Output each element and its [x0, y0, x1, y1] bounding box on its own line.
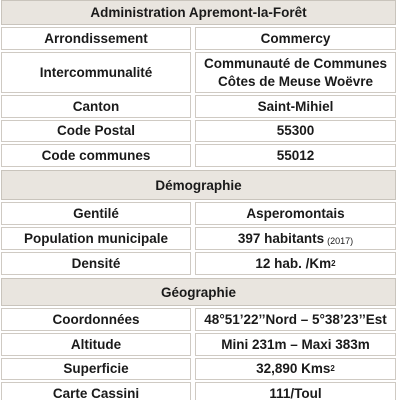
- value-code-postal: 55300: [195, 120, 396, 142]
- row-carte-cassini: [1, 382, 396, 400]
- row-intercommunalite: [1, 52, 396, 93]
- row-population: [1, 227, 396, 250]
- label-carte-cassini: Carte Cassini: [1, 382, 191, 400]
- demographie-header: [1, 170, 396, 200]
- administration-header: [1, 0, 396, 25]
- population-count: 397 habitants: [237, 230, 325, 246]
- label-code-postal: Code Postal: [1, 120, 191, 142]
- superficie-value: 32,890 Kms: [256, 361, 331, 376]
- value-arrondissement: Commercy: [195, 27, 396, 50]
- value-altitude: Mini 231m – Maxi 383m: [195, 333, 396, 356]
- value-densite: 12 hab. /Km 2: [195, 252, 396, 275]
- administration-title: Administration Apremont-la-Forêt: [90, 5, 307, 20]
- population-year: (2017): [327, 235, 354, 246]
- row-arrondissement: [1, 27, 396, 50]
- densite-value: 12 hab. /Km: [255, 255, 332, 271]
- geographie-header: [1, 278, 396, 306]
- value-carte-cassini: 111/Toul: [195, 382, 396, 400]
- label-arrondissement: Arrondissement: [1, 27, 191, 50]
- value-intercommunalite: Communauté de Communes Côtes de Meuse Woëvre: [195, 52, 396, 93]
- row-canton: [1, 95, 396, 118]
- row-altitude: [1, 333, 396, 356]
- row-code-postal: [1, 120, 396, 142]
- label-population: Population municipale: [1, 227, 191, 250]
- value-code-communes: 55012: [195, 144, 396, 167]
- demographie-title: Démographie: [155, 177, 242, 193]
- label-gentile: Gentilé: [1, 202, 191, 225]
- label-coordonnees: Coordonnées: [1, 308, 191, 331]
- value-gentile: Asperomontais: [195, 202, 396, 225]
- label-superficie: Superficie: [1, 358, 191, 380]
- row-coordonnees: [1, 308, 396, 331]
- label-canton: Canton: [1, 95, 191, 118]
- row-densite: [1, 252, 396, 275]
- value-canton: Saint-Mihiel: [195, 95, 396, 118]
- label-altitude: Altitude: [1, 333, 191, 356]
- value-population: [195, 227, 396, 250]
- row-gentile: [1, 202, 396, 225]
- geographie-title: Géographie: [160, 284, 236, 300]
- value-superficie: 32,890 Kms 2: [195, 358, 396, 380]
- label-intercommunalite: Intercommunalité: [1, 52, 191, 93]
- label-densite: Densité: [1, 252, 191, 275]
- row-superficie: [1, 358, 396, 380]
- value-coordonnees: 48°51’22’’Nord – 5°38’23’’Est: [195, 308, 396, 331]
- row-code-communes: [1, 144, 396, 167]
- label-code-communes: Code communes: [1, 144, 191, 167]
